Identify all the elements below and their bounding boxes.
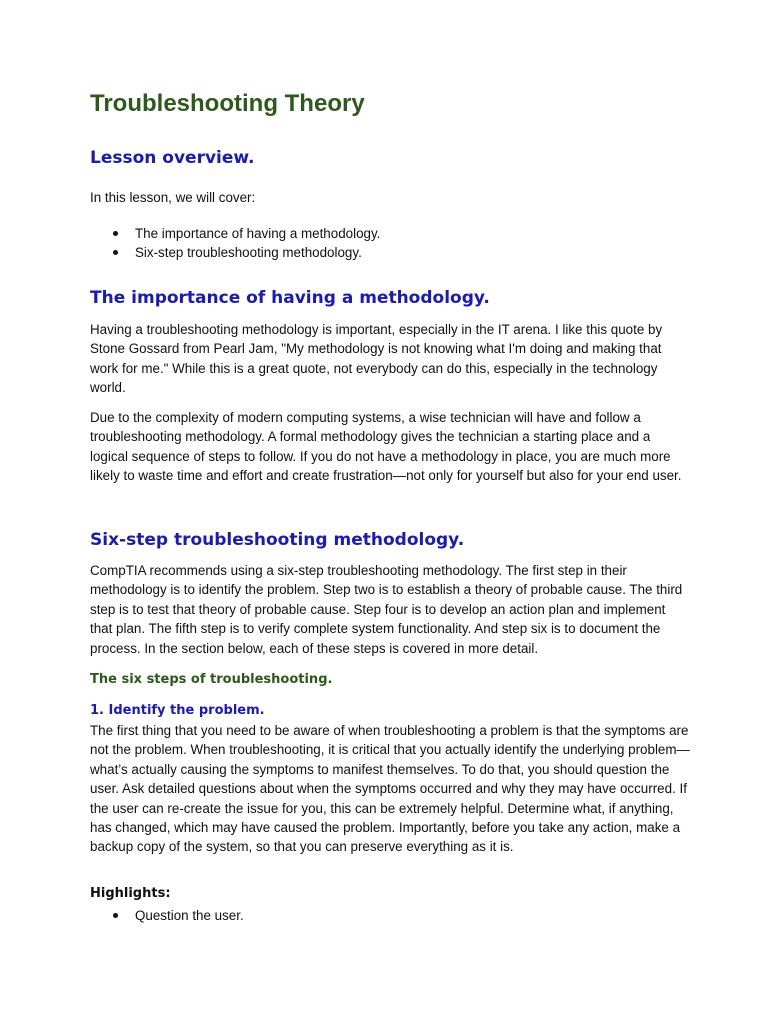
six-steps-subheading: The six steps of troubleshooting.: [90, 672, 333, 687]
bullet-icon: [113, 913, 118, 918]
lesson-overview-list: [90, 224, 380, 263]
step-1-paragraph: The first thing that you need to be aware of when troubleshooting a problem is that the symptoms are not the problem. When troubleshooting, it is critical that you actually identify the underlying problem—what’s actually causing the symptoms to manifest themselves. To do that, you should question the user. Ask detailed questions about when the symptoms occurred and why they may have occurred. If the user can re-create the issue for you, this can be extremely helpful. Determine what, if anything, has changed, which may have caused the problem. Importantly, before you take any action, make a backup copy of the system, so that you can preserve everything as it is.: [90, 723, 690, 855]
list-item-text: The importance of having a methodology.: [135, 226, 381, 241]
list-item: [90, 224, 380, 243]
highlights-list: [90, 906, 244, 925]
lesson-overview-heading: Lesson overview.: [90, 148, 255, 168]
importance-paragraph-2: Due to the complexity of modern computing systems, a wise technician will have and follow a troubleshooting methodology. A formal methodology gives the technician a starting place and a logical sequence of steps to follow. If you do not have a methodology in place, you are much more likely to waste time and effort and create frustration—not only for yourself but also for your end user.: [90, 410, 682, 484]
six-step-heading: Six-step troubleshooting methodology.: [90, 530, 465, 550]
importance-heading: The importance of having a methodology.: [90, 288, 490, 308]
list-item: [90, 243, 380, 262]
highlights-label: Highlights:: [90, 886, 171, 901]
lesson-intro-text: In this lesson, we will cover:: [90, 190, 256, 205]
document-title: Troubleshooting Theory: [90, 90, 365, 117]
list-item-text: Six-step troubleshooting methodology.: [135, 245, 362, 261]
bullet-icon: [113, 231, 118, 236]
list-item: [90, 906, 244, 925]
six-step-paragraph: CompTIA recommends using a six-step troubleshooting methodology. The first step in their methodology is to identify the problem. Step two is to establish a theory of probable cause. The third step is to test that theory of probable cause. Step four is to develop an action plan and implement that plan. The fifth step is to verify complete system functionality. And step six is to document the process. In the section below, each of these steps is covered in more detail.: [90, 563, 683, 656]
step-1-heading: 1. Identify the problem.: [90, 703, 265, 718]
list-item-text: Question the user.: [135, 908, 244, 923]
importance-paragraph-1: Having a troubleshooting methodology is important, especially in the IT arena. I like this quote by Stone Gossard from Pearl Jam, "My methodology is not knowing what I'm doing and making that work for me." While this is a great quote, not everybody can do this, especially in the technology world.: [90, 322, 663, 396]
bullet-icon: [113, 250, 118, 255]
